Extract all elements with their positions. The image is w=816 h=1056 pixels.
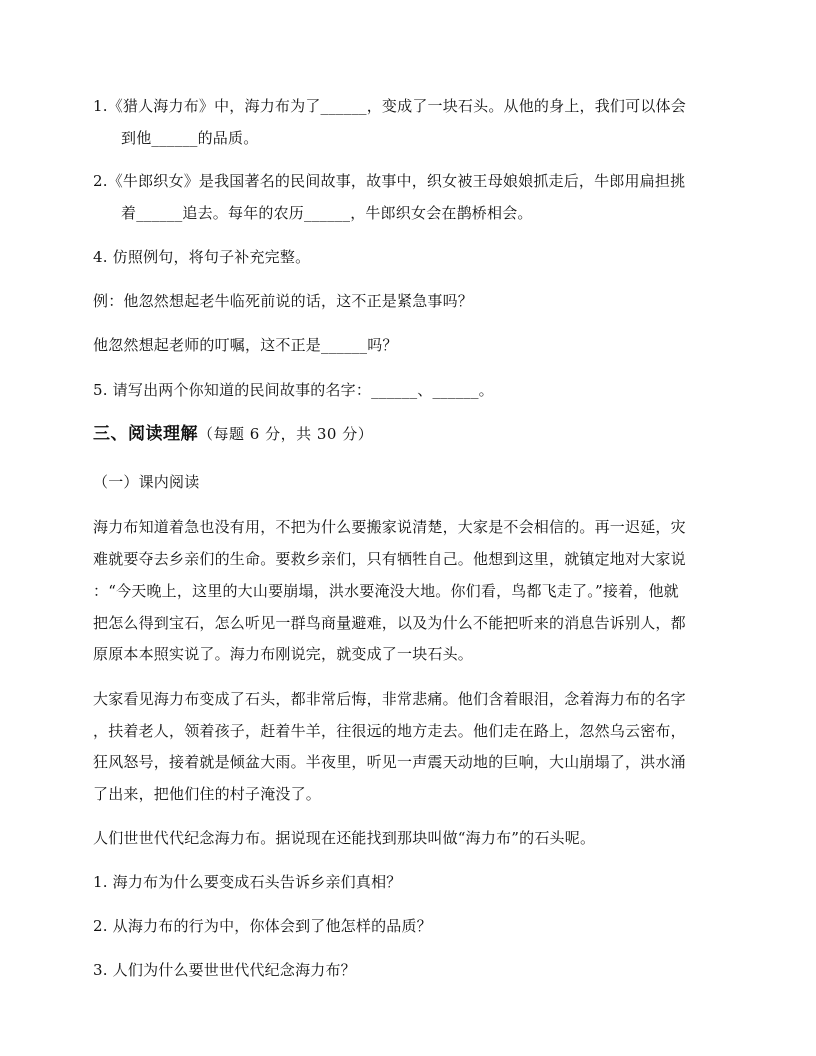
passage-line-6: 大家看见海力布变成了石头，都非常后悔，非常悲痛。他们含着眼泪，念着海力布的名字 — [93, 690, 686, 708]
reading-question-2: 2. 从海力布的行为中，你体会到了他怎样的品质？ — [93, 917, 432, 935]
passage-line-10: 人们世世代代纪念海力布。据说现在还能找到那块叫做“海力布”的石头呢。 — [93, 829, 596, 847]
passage-line-1: 海力布知道着急也没有用，不把为什么要搬家说清楚，大家是不会相信的。再一迟延，灾 — [93, 518, 686, 536]
section3-heading — [93, 424, 373, 444]
q4-example: 例：他忽然想起老牛临死前说的话，这不正是紧急事吗？ — [93, 292, 474, 310]
q5-line: 5. 请写出两个你知道的民间故事的名字：______、______。 — [93, 381, 494, 399]
passage-line-4: 把怎么得到宝石，怎么听见一群鸟商量避难，以及为什么不能把听来的消息告诉别人，都 — [93, 614, 686, 632]
passage-line-5: 原原本本照实说了。海力布刚说完，就变成了一块石头。 — [93, 645, 474, 663]
q1-line1: 1.《猎人海力布》中，海力布为了______，变成了一块石头。从他的身上，我们可以体会 — [93, 97, 686, 115]
section3-score-note: （每题 6 分，共 30 分） — [198, 425, 374, 443]
q2-line2: 着______追去。每年的农历______，牛郎织女会在鹊桥相会。 — [121, 204, 533, 222]
passage-line-7: ，扶着老人，领着孩子，赶着牛羊，往很远的地方走去。他们走在路上，忽然乌云密布， — [93, 722, 686, 740]
passage-line-2: 难就要夺去乡亲们的生命。要救乡亲们，只有牺牲自己。他想到这里，就镇定地对大家说 — [93, 550, 686, 568]
q1-line2: 到他______的品质。 — [121, 129, 259, 147]
passage-line-8: 狂风怒号，接着就是倾盆大雨。半夜里，听见一声震天动地的巨响，大山崩塌了，洪水涌 — [93, 753, 686, 771]
passage-line-9: 了出来，把他们住的村子淹没了。 — [93, 785, 322, 803]
q4-prompt: 4. 仿照例句，将句子补充完整。 — [93, 248, 311, 266]
q4-task: 他忽然想起老师的叮嘱，这不正是______吗？ — [93, 336, 398, 354]
q2-line1: 2.《牛郎织女》是我国著名的民间故事，故事中，织女被王母娘娘抓走后，牛郎用扁担挑 — [93, 172, 686, 190]
reading-question-3: 3. 人们为什么要世世代代纪念海力布？ — [93, 961, 356, 979]
section3-subtitle: （一）课内阅读 — [93, 473, 200, 491]
reading-question-1: 1. 海力布为什么要变成石头告诉乡亲们真相？ — [93, 873, 402, 891]
section3-title: 三、阅读理解 — [93, 424, 198, 444]
passage-line-3: ：“今天晚上，这里的大山要崩塌，洪水要淹没大地。你们看，鸟都飞走了。”接着，他就 — [93, 582, 679, 600]
